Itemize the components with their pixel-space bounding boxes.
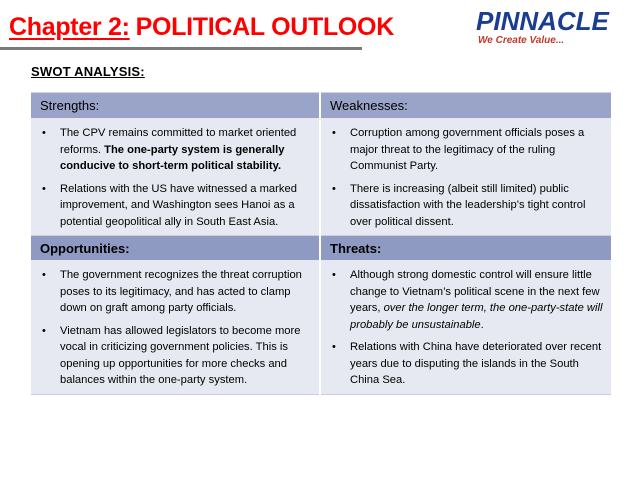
opportunities-cell bbox=[31, 260, 320, 394]
swot-table bbox=[31, 92, 613, 395]
weaknesses-heading: Weaknesses: bbox=[320, 93, 612, 119]
threat-item: • Although strong domestic control will ensure little change to Vietnam’s political scene in the next few years, over the longer term, the one-party-state will probably be unsustainable. bbox=[328, 267, 603, 333]
logo-tagline: We Create Value... bbox=[478, 35, 565, 46]
opportunity-item: • Vietnam has allowed legislators to become more vocal in criticizing government policies. This is opening up opportunities for more checks and balances within the one-party system. bbox=[38, 323, 311, 389]
page-title bbox=[9, 8, 394, 46]
swot-header-row bbox=[31, 236, 612, 261]
logo-wordmark: PINNACLE bbox=[476, 6, 609, 36]
chapter-label: Chapter 2: bbox=[9, 13, 130, 41]
strengths-heading: Strengths: bbox=[31, 93, 320, 119]
opportunity-item: • The government recognizes the threat corruption poses to its legitimacy, and has acted to clamp down on graft among party officials. bbox=[38, 267, 311, 317]
strength-item: • The CPV remains committed to market oriented reforms. The one-party system is generally conducive to short-term political stability. bbox=[38, 125, 311, 175]
chapter-title: POLITICAL OUTLOOK bbox=[135, 13, 394, 41]
weaknesses-list bbox=[328, 125, 603, 230]
strengths-cell bbox=[31, 118, 320, 236]
swot-header-row bbox=[31, 93, 612, 119]
opportunities-list bbox=[38, 267, 311, 389]
weakness-item: • There is increasing (albeit still limited) public dissatisfaction with the leadership’s tight control over political dissent. bbox=[328, 181, 603, 231]
strengths-list bbox=[38, 125, 311, 230]
threats-cell bbox=[320, 260, 612, 394]
threats-heading: Threats: bbox=[320, 236, 612, 261]
swot-body-row bbox=[31, 260, 612, 394]
weakness-item: • Corruption among government officials poses a major threat to the legitimacy of the ruling Communist Party. bbox=[328, 125, 603, 175]
threat-item: • Relations with China have deteriorated over recent years due to disputing the islands in the South China Sea. bbox=[328, 339, 603, 389]
swot-body-row bbox=[31, 118, 612, 236]
opportunities-heading: Opportunities: bbox=[31, 236, 320, 261]
weaknesses-cell bbox=[320, 118, 612, 236]
section-label: SWOT ANALYSIS: bbox=[31, 64, 145, 79]
title-underline bbox=[0, 47, 362, 50]
strength-item: • Relations with the US have witnessed a marked improvement, and Washington sees Hanoi as a potential geopolitical ally in South East Asia. bbox=[38, 181, 311, 231]
threats-list bbox=[328, 267, 603, 389]
pinnacle-logo bbox=[458, 6, 628, 46]
